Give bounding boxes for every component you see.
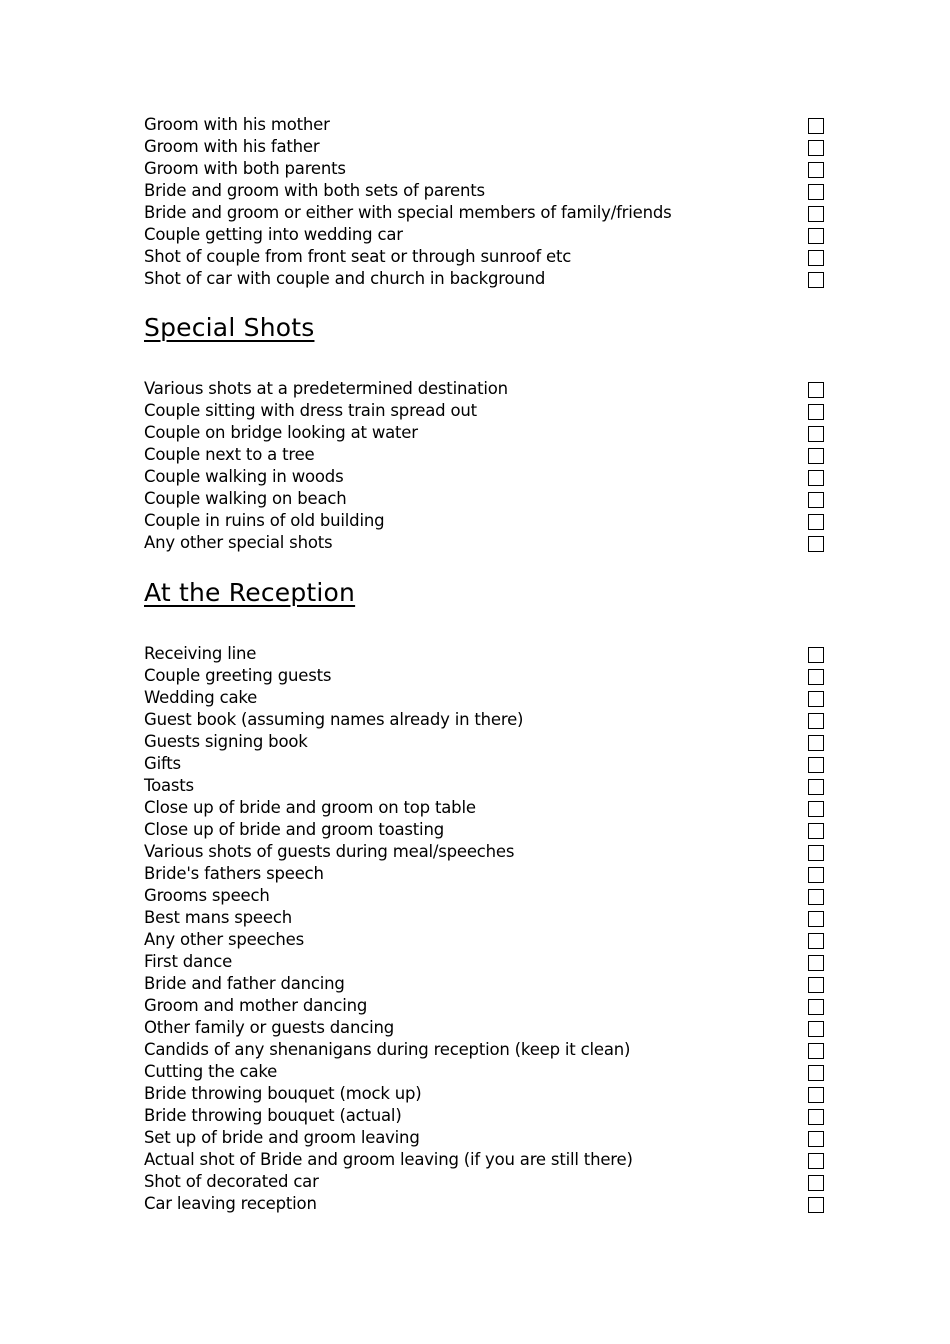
checkbox[interactable] bbox=[808, 1021, 824, 1037]
checklist-item bbox=[144, 114, 826, 136]
checklist-item-label: Cutting the cake bbox=[144, 1062, 278, 1081]
checkbox[interactable] bbox=[808, 272, 824, 288]
checklist-item bbox=[144, 510, 826, 532]
checkbox[interactable] bbox=[808, 448, 824, 464]
checkbox[interactable] bbox=[808, 911, 824, 927]
checkbox[interactable] bbox=[808, 999, 824, 1015]
checklist-item-label: Shot of couple from front seat or through sunroof etc bbox=[144, 247, 572, 266]
checklist-item-label: Close up of bride and groom toasting bbox=[144, 820, 444, 839]
checkbox[interactable] bbox=[808, 162, 824, 178]
checklist-item-label: Best mans speech bbox=[144, 908, 292, 927]
checklist-item-label: Actual shot of Bride and groom leaving (if you are still there) bbox=[144, 1150, 633, 1169]
checkbox[interactable] bbox=[808, 647, 824, 663]
checklist-item-label: First dance bbox=[144, 952, 233, 971]
checkbox[interactable] bbox=[808, 735, 824, 751]
checklist-item-label: Any other speeches bbox=[144, 930, 305, 949]
checkbox[interactable] bbox=[808, 492, 824, 508]
checkbox[interactable] bbox=[808, 514, 824, 530]
reception-shot-list bbox=[144, 643, 826, 1215]
checklist-item-label: Couple walking in woods bbox=[144, 467, 344, 486]
checklist-item bbox=[144, 1017, 826, 1039]
checklist-item bbox=[144, 709, 826, 731]
checklist-item bbox=[144, 665, 826, 687]
checklist-item-label: Set up of bride and groom leaving bbox=[144, 1128, 420, 1147]
checklist-item-label: Shot of decorated car bbox=[144, 1172, 319, 1191]
checkbox[interactable] bbox=[808, 1153, 824, 1169]
top-shot-list bbox=[144, 114, 826, 290]
checklist-item bbox=[144, 224, 826, 246]
checklist-item-label: Groom with his mother bbox=[144, 115, 330, 134]
checkbox[interactable] bbox=[808, 669, 824, 685]
checklist-item bbox=[144, 1149, 826, 1171]
checklist-item-label: Bride's fathers speech bbox=[144, 864, 324, 883]
checklist-item bbox=[144, 532, 826, 554]
checkbox[interactable] bbox=[808, 1043, 824, 1059]
checkbox[interactable] bbox=[808, 867, 824, 883]
checklist-item-label: Bride throwing bouquet (mock up) bbox=[144, 1084, 422, 1103]
checklist-item-label: Grooms speech bbox=[144, 886, 270, 905]
checklist-item-label: Candids of any shenanigans during reception (keep it clean) bbox=[144, 1040, 631, 1059]
checklist-item-label: Gifts bbox=[144, 754, 181, 773]
checklist-item-label: Couple getting into wedding car bbox=[144, 225, 403, 244]
checklist-item-label: Other family or guests dancing bbox=[144, 1018, 395, 1037]
checkbox[interactable] bbox=[808, 536, 824, 552]
checklist-item-label: Bride and groom or either with special members of family/friends bbox=[144, 203, 672, 222]
checkbox[interactable] bbox=[808, 845, 824, 861]
checklist-item bbox=[144, 378, 826, 400]
checklist-item bbox=[144, 775, 826, 797]
checkbox[interactable] bbox=[808, 470, 824, 486]
checklist-item-label: Couple on bridge looking at water bbox=[144, 423, 418, 442]
checklist-item-label: Groom with his father bbox=[144, 137, 320, 156]
checklist-item-label: Various shots of guests during meal/speeches bbox=[144, 842, 515, 861]
checklist-item bbox=[144, 995, 826, 1017]
checklist-item-label: Receiving line bbox=[144, 644, 257, 663]
checklist-item-label: Groom with both parents bbox=[144, 159, 346, 178]
checklist-item-label: Bride and father dancing bbox=[144, 974, 345, 993]
checklist-item bbox=[144, 136, 826, 158]
checklist-item-label: Guests signing book bbox=[144, 732, 308, 751]
checkbox[interactable] bbox=[808, 1087, 824, 1103]
checklist-item-label: Shot of car with couple and church in background bbox=[144, 269, 546, 288]
checklist-item bbox=[144, 951, 826, 973]
checklist-item bbox=[144, 488, 826, 510]
checkbox[interactable] bbox=[808, 140, 824, 156]
checkbox[interactable] bbox=[808, 426, 824, 442]
checkbox[interactable] bbox=[808, 889, 824, 905]
checklist-item bbox=[144, 1127, 826, 1149]
checkbox[interactable] bbox=[808, 228, 824, 244]
checklist-item bbox=[144, 753, 826, 775]
checklist-item bbox=[144, 1193, 826, 1215]
checklist-item-label: Various shots at a predetermined destination bbox=[144, 379, 508, 398]
checkbox[interactable] bbox=[808, 404, 824, 420]
checkbox[interactable] bbox=[808, 823, 824, 839]
checklist-item bbox=[144, 797, 826, 819]
checkbox[interactable] bbox=[808, 955, 824, 971]
checklist-item-label: Any other special shots bbox=[144, 533, 333, 552]
checklist-item bbox=[144, 1039, 826, 1061]
checklist-item bbox=[144, 929, 826, 951]
checklist-item bbox=[144, 1171, 826, 1193]
checkbox[interactable] bbox=[808, 977, 824, 993]
checklist-item-label: Couple sitting with dress train spread out bbox=[144, 401, 477, 420]
checklist-item bbox=[144, 466, 826, 488]
checklist-item-label: Couple in ruins of old building bbox=[144, 511, 385, 530]
checklist-item-label: Groom and mother dancing bbox=[144, 996, 368, 1015]
checklist-item bbox=[144, 885, 826, 907]
checkbox[interactable] bbox=[808, 1175, 824, 1191]
checklist-item bbox=[144, 158, 826, 180]
checklist-item bbox=[144, 400, 826, 422]
checkbox[interactable] bbox=[808, 1065, 824, 1081]
checklist-item-label: Toasts bbox=[144, 776, 194, 795]
checklist-item-label: Couple walking on beach bbox=[144, 489, 347, 508]
checklist-item bbox=[144, 1083, 826, 1105]
checkbox[interactable] bbox=[808, 713, 824, 729]
reception-heading: At the Reception bbox=[144, 578, 356, 607]
checklist-item bbox=[144, 819, 826, 841]
checkbox[interactable] bbox=[808, 184, 824, 200]
checklist-item bbox=[144, 202, 826, 224]
checklist-item bbox=[144, 907, 826, 929]
special-shots-heading: Special Shots bbox=[144, 313, 315, 342]
checklist-item bbox=[144, 841, 826, 863]
checklist-item bbox=[144, 1105, 826, 1127]
checkbox[interactable] bbox=[808, 1131, 824, 1147]
checklist-item bbox=[144, 444, 826, 466]
checkbox[interactable] bbox=[808, 382, 824, 398]
checklist-item-label: Close up of bride and groom on top table bbox=[144, 798, 476, 817]
checklist-item bbox=[144, 422, 826, 444]
special-shots-list bbox=[144, 378, 826, 554]
checkbox[interactable] bbox=[808, 691, 824, 707]
checklist-item bbox=[144, 246, 826, 268]
checklist-item bbox=[144, 268, 826, 290]
checklist-item bbox=[144, 687, 826, 709]
checklist-item bbox=[144, 973, 826, 995]
checkbox[interactable] bbox=[808, 801, 824, 817]
checklist-item-label: Wedding cake bbox=[144, 688, 258, 707]
checkbox[interactable] bbox=[808, 757, 824, 773]
checklist-item-label: Guest book (assuming names already in there) bbox=[144, 710, 524, 729]
checklist-item bbox=[144, 731, 826, 753]
checklist-item-label: Bride and groom with both sets of parents bbox=[144, 181, 485, 200]
checkbox[interactable] bbox=[808, 118, 824, 134]
checklist-item-label: Couple next to a tree bbox=[144, 445, 315, 464]
checkbox[interactable] bbox=[808, 250, 824, 266]
checkbox[interactable] bbox=[808, 779, 824, 795]
checklist-item bbox=[144, 180, 826, 202]
checklist-item bbox=[144, 1061, 826, 1083]
checklist-item-label: Car leaving reception bbox=[144, 1194, 317, 1213]
checkbox[interactable] bbox=[808, 206, 824, 222]
checklist-item bbox=[144, 643, 826, 665]
checkbox[interactable] bbox=[808, 933, 824, 949]
checkbox[interactable] bbox=[808, 1109, 824, 1125]
checkbox[interactable] bbox=[808, 1197, 824, 1213]
checklist-item bbox=[144, 863, 826, 885]
checklist-item-label: Couple greeting guests bbox=[144, 666, 332, 685]
checklist-item-label: Bride throwing bouquet (actual) bbox=[144, 1106, 402, 1125]
